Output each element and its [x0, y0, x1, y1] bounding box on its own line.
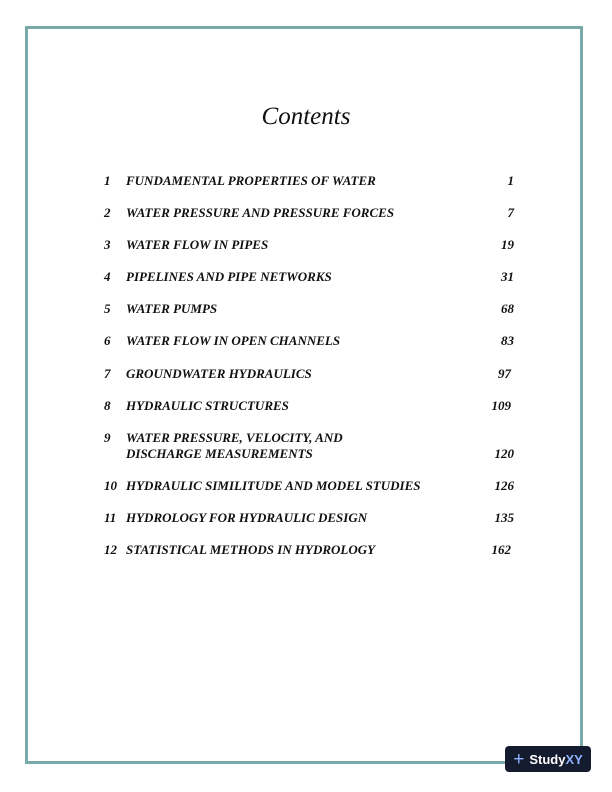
- toc-entry-page: 83: [501, 333, 514, 348]
- toc-entry-6: [0, 333, 612, 367]
- toc-entry-5: [0, 301, 612, 335]
- toc-entry-title: GROUNDWATER HYDRAULICS: [126, 366, 312, 381]
- toc-entry-number: 7: [104, 366, 111, 381]
- toc-entry-8: [0, 398, 612, 432]
- toc-entry-1: [0, 173, 612, 207]
- toc-entry-page: 120: [494, 446, 514, 461]
- toc-entry-title: HYDROLOGY FOR HYDRAULIC DESIGN: [126, 510, 368, 525]
- toc-entry-number: 11: [104, 510, 117, 525]
- toc-entry-title: STATISTICAL METHODS IN HYDROLOGY: [126, 542, 376, 557]
- toc-entry-page: 68: [501, 301, 514, 316]
- toc-entry-4: [0, 269, 612, 303]
- toc-entry-7: [0, 366, 612, 400]
- toc-entry-title: WATER FLOW IN PIPES: [126, 237, 269, 252]
- toc-entry-page: 1: [507, 173, 514, 188]
- brand-text-xy: XY: [565, 751, 583, 767]
- toc-entry-2: [0, 205, 612, 239]
- toc-entry-title: HYDRAULIC STRUCTURES: [126, 398, 289, 413]
- toc-entry-3: [0, 237, 612, 271]
- toc-entry-page: 31: [501, 269, 514, 284]
- toc-entry-page: 162: [491, 542, 511, 557]
- plus-icon: +: [513, 748, 525, 770]
- toc-entry-page: 19: [501, 237, 514, 252]
- toc-entry-number: 12: [104, 542, 117, 557]
- toc-entry-title: PIPELINES AND PIPE NETWORKS: [126, 269, 332, 284]
- brand-text-study: Study: [529, 751, 566, 767]
- toc-entry-number: 10: [104, 478, 117, 493]
- toc-entry-title-line-1: WATER PRESSURE, VELOCITY, AND: [126, 430, 343, 445]
- toc-entry-page: 97: [498, 366, 511, 381]
- page-title: Contents: [261, 103, 351, 130]
- toc-entry-number: 2: [104, 205, 111, 220]
- toc-entry-10: [0, 478, 612, 512]
- toc-entry-11: [0, 510, 612, 544]
- toc-entry-number: 6: [104, 333, 111, 348]
- toc-entry-title: WATER FLOW IN OPEN CHANNELS: [126, 333, 341, 348]
- toc-entry-number: 8: [104, 398, 111, 413]
- toc-entry-title: WATER PUMPS: [126, 301, 218, 316]
- toc-entry-12: [0, 542, 612, 576]
- toc-entry-title: [126, 430, 466, 462]
- toc-entry-page: 135: [494, 510, 514, 525]
- toc-entry-number: 3: [104, 237, 111, 252]
- toc-entry-title-line-2: DISCHARGE MEASUREMENTS: [126, 446, 313, 461]
- toc-entry-9: [0, 430, 612, 464]
- toc-entry-title: FUNDAMENTAL PROPERTIES OF WATER: [126, 173, 376, 188]
- toc-entry-page: 109: [491, 398, 511, 413]
- toc-entry-number: 1: [104, 173, 111, 188]
- toc-entry-number: 9: [104, 430, 111, 445]
- brand-text: [529, 752, 582, 767]
- toc-entry-page: 126: [494, 478, 514, 493]
- toc-entry-page: 7: [507, 205, 514, 220]
- toc-entry-title: WATER PRESSURE AND PRESSURE FORCES: [126, 205, 395, 220]
- toc-entry-number: 5: [104, 301, 111, 316]
- toc-entry-title: HYDRAULIC SIMILITUDE AND MODEL STUDIES: [126, 478, 421, 493]
- studyxy-watermark-badge[interactable]: [505, 746, 591, 772]
- toc-entry-number: 4: [104, 269, 111, 284]
